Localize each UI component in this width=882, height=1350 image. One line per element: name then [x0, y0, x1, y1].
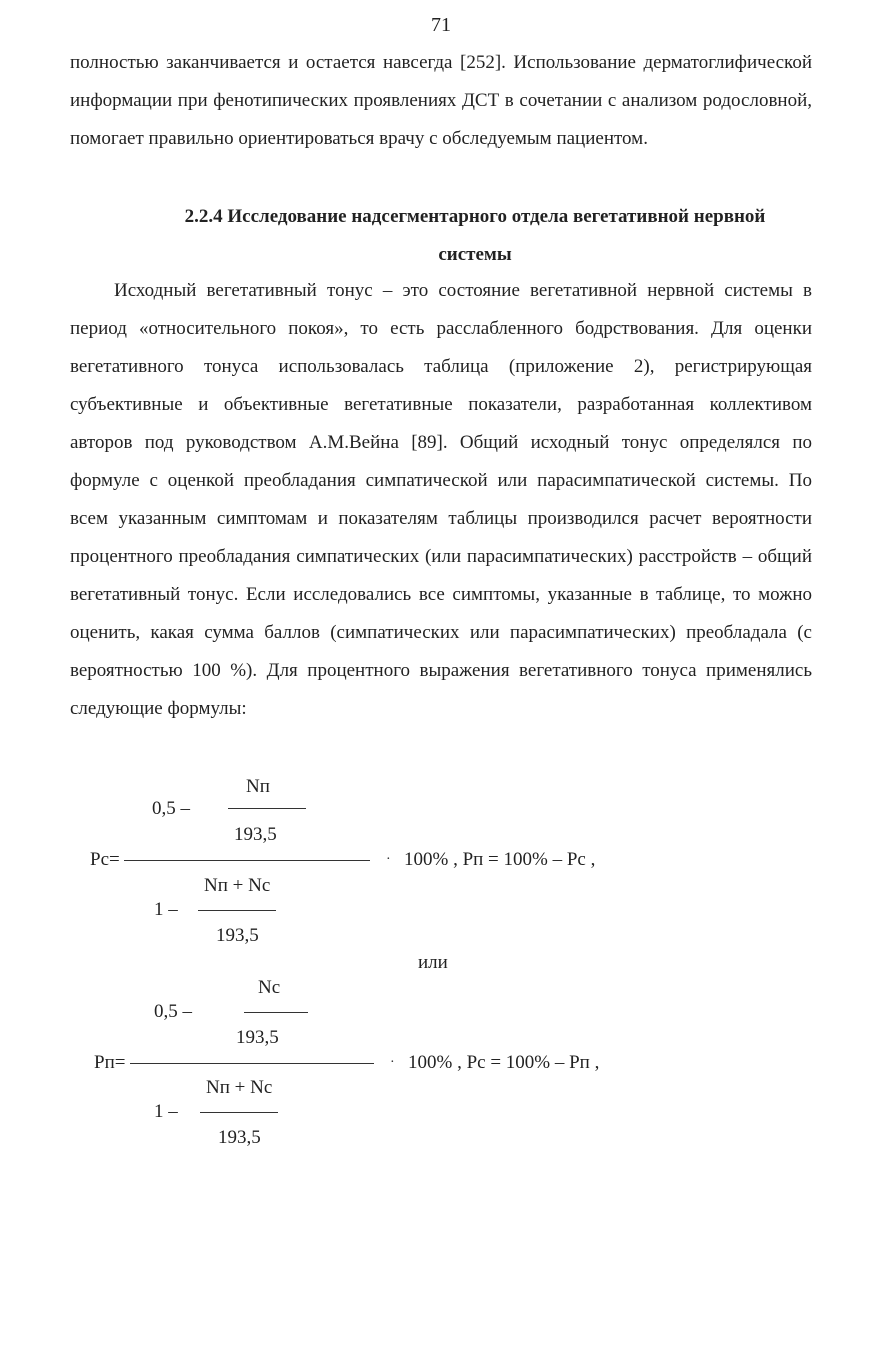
formula-1-num-frac-bottom: 193,5 [234, 824, 277, 845]
section-heading [110, 198, 840, 274]
section-heading-line-1: 2.2.4 Исследование надсегментарного отдела вегетативной нервной [184, 206, 766, 227]
paragraph-1 [70, 44, 812, 158]
formula-1-lhs: Рс= [90, 849, 120, 870]
formula-connector: или [418, 952, 448, 973]
formula-2-den-frac-bottom: 193,5 [218, 1127, 261, 1148]
paragraph-2-text: Исходный вегетативный тонус – это состояние вегетативной нервной системы в период «относительного покоя», то есть расслабленного бодрствования. Для оценки вегетативного тонуса использовалась таблица (приложение 2), регистрирующая субъективные и объективные вегетативные показатели, разработанная коллективом авторов под руководством А.М.Вейна [89]. Общий исходный тонус определялся по формуле с оценкой преобладания симпатической или парасимпатической системы. По всем указанным симптомам и показателям таблицы производился расчет вероятности процентного преобладания симпатических (или парасимпатических) расстройств – общий вегетативный тонус. Если исследовались все симптомы, указанные в таблице, то можно оценить, какая сумма баллов (симпатических или парасимпатических) преобладала (с вероятностью 100 %). Для процентного выражения вегетативного тонуса применялись следующие формулы: [70, 280, 812, 719]
formula-2-num-frac-line [244, 1012, 308, 1013]
paragraph-1-text: полностью заканчивается и остается навсегда [252]. Использование дерматоглифической информации при фенотипических проявлениях ДСТ в сочетании с анализом родословной, помогает правильно ориентироваться врачу с обследуемым пациентом. [70, 52, 812, 149]
formula-2-den-frac-top: Nп + Nс [206, 1077, 273, 1098]
formula-1-num-frac-line [228, 808, 306, 809]
formula-1-main-frac-line [124, 860, 370, 861]
formula-1-den-frac-line [198, 910, 276, 911]
formula-2-lhs: Рп= [94, 1052, 126, 1073]
formula-1-num-frac-top: Nп [246, 776, 270, 797]
formula-2-dot: · [390, 1055, 395, 1070]
formula-2-den-const: 1 – [154, 1101, 178, 1122]
formula-2-num-frac-bottom: 193,5 [236, 1027, 279, 1048]
formula-2-den-frac-line [200, 1112, 278, 1113]
formula-2-main-frac-line [130, 1063, 374, 1064]
page-number: 71 [431, 14, 451, 36]
formula-1-den-frac-top: Nп + Nс [204, 875, 271, 896]
formula-2-num-const: 0,5 – [154, 1001, 192, 1022]
formula-1-dot: · [386, 852, 391, 867]
formula-1-den-const: 1 – [154, 899, 178, 920]
formula-1-den-frac-bottom: 193,5 [216, 925, 259, 946]
section-heading-line-2: системы [438, 244, 512, 265]
formula-1-num-const: 0,5 – [152, 798, 190, 819]
formula-2-num-frac-top: Nс [258, 977, 281, 998]
formula-2-rhs: 100% , Рс = 100% – Рп , [408, 1052, 600, 1073]
formula-1-rhs: 100% , Рп = 100% – Рс , [404, 849, 596, 870]
paragraph-2 [70, 272, 812, 728]
